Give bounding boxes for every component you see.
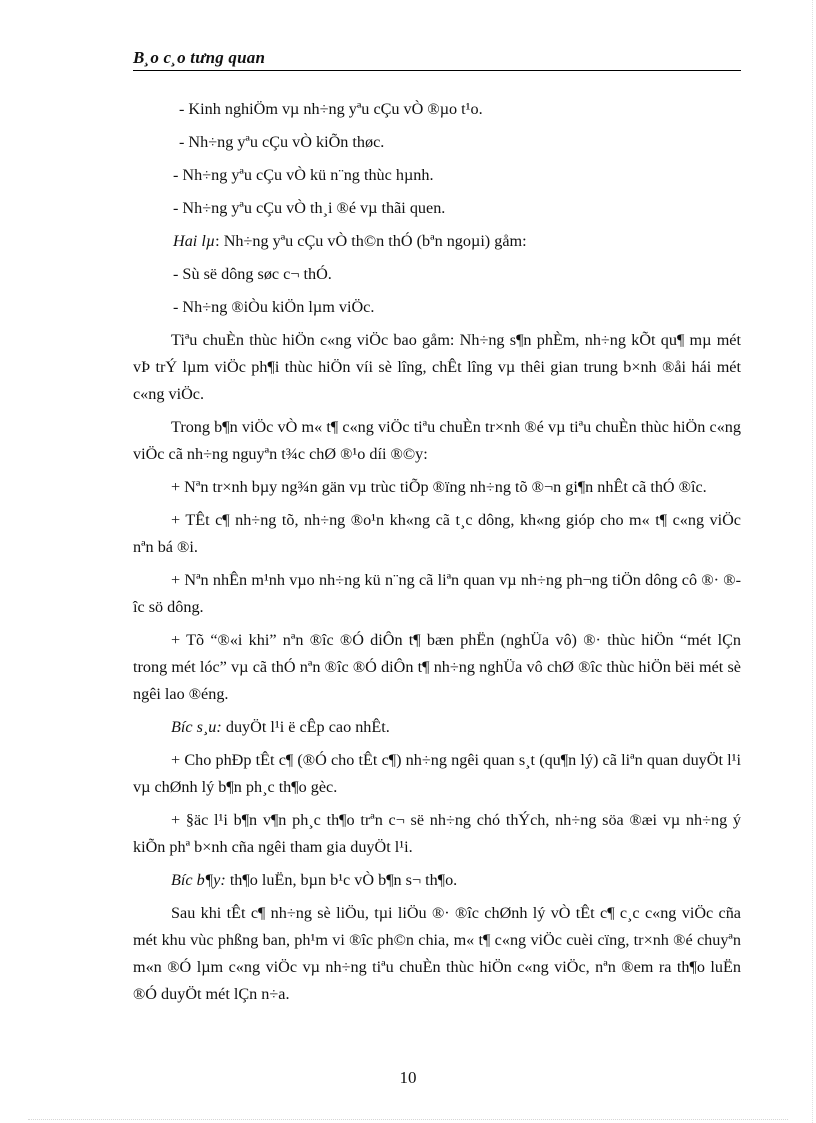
paragraph-16: + §äc l¹i b¶n v¶n ph¸c th¶o trªn c¬ së nh÷ng chó thÝch, nh÷ng söa ®æi vµ nh÷ng ý kiÕn phª b×nh cña ngêi tham gia duyÖt l¹i. [133, 811, 741, 856]
paragraph-2: - Nh÷ng yªu cÇu vÒ kiÕn thøc. [179, 133, 385, 151]
paragraph-17 [133, 867, 741, 894]
paragraph-1: - Kinh nghiÖm vµ nh÷ng yªu cÇu vÒ ®µo t¹o. [179, 100, 483, 118]
paragraph-10: + Nªn tr×nh bµy ng¾n gän vµ trùc tiÕp ®ïng nh÷ng tõ ®¬n gi¶n nhÊt cã thÓ ®îc. [171, 478, 707, 496]
paragraph-14 [133, 714, 741, 741]
paragraph-9: Trong b¶n viÖc vÒ m« t¶ c«ng viÖc tiªu chuÈn tr×nh ®é vµ tiªu chuÈn thùc hiÖn c«ng viÖc cã nh÷ng nguyªn t¾c chØ ®¹o díi ®©y: [133, 418, 741, 463]
paragraph-5-text: : Nh÷ng yªu cÇu vÒ th©n thÓ (bªn ngoµi) gåm: [215, 232, 527, 250]
paragraph-18: Sau khi tÊt c¶ nh÷ng sè liÖu, tµi liÖu ®· ®îc chØnh lý vÒ tÊt c¶ c¸c c«ng viÖc cña mét khu vùc phßng ban, ph¹m vi ®îc ph©n chia, m« t¶ c«ng viÖc cuèi cïng, tr×nh ®é chuyªn m«n ®Ó lµm c«ng viÖc vµ nh÷ng tiªu chuÈn thùc hiÖn c«ng viÖc, nªn ®em ra th¶o luËn ®Ó duyÖt mét lÇn n÷a. [133, 904, 741, 1003]
paragraph-15: + Cho phÐp tÊt c¶ (®Ó cho tÊt c¶) nh÷ng ngêi quan s¸t (qu¶n lý) cã liªn quan duyÖt l¹i vµ chØnh lý b¶n ph¸c th¶o gèc. [133, 751, 741, 796]
page-bottom-border [28, 1119, 788, 1120]
paragraph-17-label: Bíc b¶y: [171, 871, 226, 889]
paragraph-5 [133, 228, 741, 255]
paragraph-7: - Nh÷ng ®iÒu kiÖn lµm viÖc. [173, 298, 375, 316]
paragraph-6: - Sù së dông søc c¬ thÓ. [173, 265, 332, 283]
paragraph-13: + Tõ “®«i khi” nªn ®îc ®Ó diÔn t¶ bæn phËn (nghÜa vô) ®· thùc hiÖn “mét lÇn trong mét lóc” vµ cã thÓ nªn ®îc ®Ó diÔn t¶ nh÷ng nghÜa vô chØ ®îc thùc hiÖn bëi mét sè ngêi lao ®éng. [133, 631, 741, 703]
paragraph-14-text: duyÖt l¹i ë cÊp cao nhÊt. [221, 718, 390, 736]
paragraph-17-text: th¶o luËn, bµn b¹c vÒ b¶n s¬ th¶o. [225, 871, 458, 889]
document-body [133, 96, 741, 1014]
paragraph-3: - Nh÷ng yªu cÇu vÒ kü n¨ng thùc hµnh. [173, 166, 434, 184]
paragraph-11: + TÊt c¶ nh÷ng tõ, nh÷ng ®o¹n kh«ng cã t¸c dông, kh«ng gióp cho m« t¶ c«ng viÖc nªn bá ®i. [133, 511, 741, 556]
paragraph-5-label: Hai lµ [173, 232, 216, 250]
page-header [133, 48, 741, 71]
header-title: B¸o c¸o tưng quan [133, 48, 266, 67]
paragraph-8: Tiªu chuÈn thùc hiÖn c«ng viÖc bao gåm: Nh÷ng s¶n phÈm, nh÷ng kÕt qu¶ mµ mét vÞ trÝ lµm viÖc ph¶i thùc hiÖn víi sè lîng, chÊt lîng vµ thêi gian trung b×nh ®åi hái mét c«ng viÖc. [133, 331, 741, 403]
paragraph-14-label: Bíc s¸u: [171, 718, 222, 736]
page-right-border [812, 0, 813, 1123]
paragraph-12: + Nªn nhÊn m¹nh vµo nh÷ng kü n¨ng cã liªn quan vµ nh÷ng ph¬ng tiÖn dông cô ®· ®îc sö dông. [133, 571, 741, 616]
page-number: 10 [399, 1068, 417, 1087]
paragraph-4: - Nh÷ng yªu cÇu vÒ th¸i ®é vµ thãi quen. [173, 199, 446, 217]
